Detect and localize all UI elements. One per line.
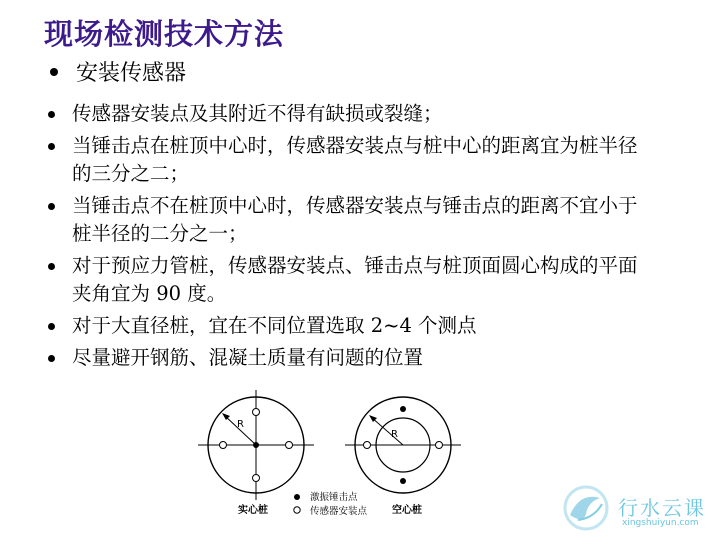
legend-sensor-marker	[294, 507, 300, 513]
hammer-point-marker	[400, 478, 406, 484]
sensor-point-marker	[436, 442, 443, 449]
sensor-point-marker	[253, 475, 260, 482]
list-item-text: 传感器安装点及其附近不得有缺损或裂缝；	[72, 102, 443, 125]
hollow-pile-figure	[345, 397, 461, 516]
watermark-logo-icon	[565, 487, 607, 529]
legend-hammer-marker	[294, 494, 300, 500]
sensor-point-marker	[253, 409, 260, 416]
section-heading-text: 安装传感器	[76, 61, 187, 86]
list-item-text: 尽量避开钢筋、混凝土质量有问题的位置	[72, 346, 424, 369]
watermark-url: xingshuiyun.com	[622, 518, 699, 528]
list-item-text: 当锤击点不在桩顶中心时，传感器安装点与锤击点的距离不宜小于桩半径的二分之一；	[72, 194, 638, 245]
hammer-point-marker	[400, 406, 406, 412]
hollow-pile-radius-label: R	[391, 429, 398, 440]
legend-hammer-label: 激振锤击点	[310, 492, 358, 503]
hammer-point-marker	[253, 442, 259, 448]
sensor-point-marker	[364, 442, 371, 449]
solid-pile-radius-label: R	[237, 419, 244, 430]
legend-sensor-label: 传感器安装点	[310, 506, 368, 517]
list-item-text: 对于预应力管桩，传感器安装点、锤击点与桩顶面圆心构成的平面夹角宜为 90 度。	[72, 254, 638, 305]
page-title: 现场检测技术方法	[44, 17, 285, 51]
sensor-point-marker	[220, 442, 227, 449]
solid-pile-label: 实心桩	[238, 505, 268, 516]
diagram-legend	[294, 491, 368, 517]
list-item-text: 当锤击点在桩顶中心时，传感器安装点与桩中心的距离宜为桩半径的三分之二；	[72, 134, 638, 185]
watermark-logo-text: 行水云课	[618, 496, 706, 520]
list-item-text: 对于大直径桩，宜在不同位置选取 2~4 个测点	[72, 314, 477, 337]
hollow-pile-label: 空心桩	[392, 505, 422, 516]
sensor-point-marker	[286, 442, 293, 449]
